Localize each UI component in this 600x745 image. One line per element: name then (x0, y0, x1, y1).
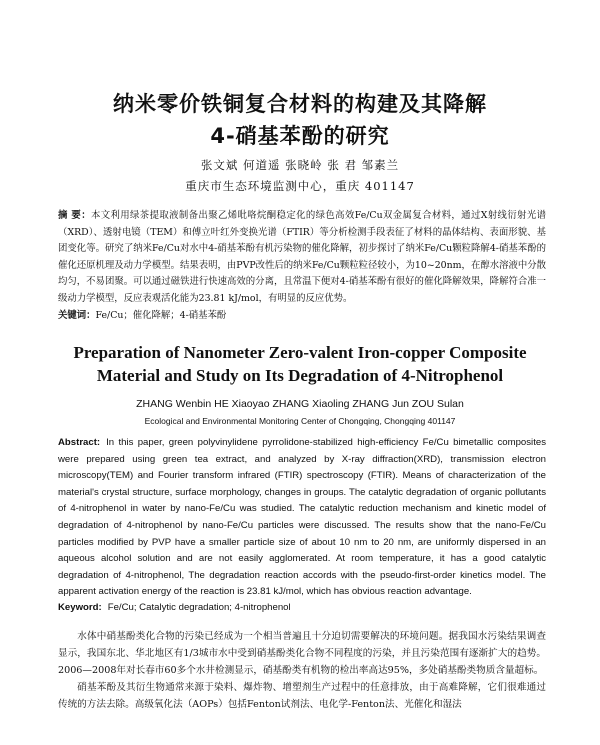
chinese-keywords (58, 308, 546, 325)
english-abstract (58, 435, 546, 601)
body-paragraph-2: 硝基苯酚及其衍生物通常来源于染料、爆炸物、增塑剂生产过程中的任意排放，由于高难降解，它们很难通过传统的方法去除。高级氧化法（AOPs）包括Fenton试剂法、电化学-Fenton法、光催化和湿法 (58, 682, 546, 710)
english-keywords-label: Keyword: (58, 602, 102, 613)
body-text (58, 628, 546, 713)
chinese-keywords-label: 关键词： (58, 310, 96, 321)
english-keywords-text: Fe/Cu; Catalytic degradation; 4-nitrophenol (107, 602, 291, 613)
english-keywords (58, 600, 546, 617)
chinese-authors: 张文斌 何道遥 张晓岭 张 君 邹素兰 (200, 158, 400, 172)
chinese-abstract-text: 本文利用绿茶提取液制备出聚乙烯吡咯烷酮稳定化的绿色高效Fe/Cu双金属复合材料，通过X射线衍射光谱（XRD）、透射电镜（TEM）和傅立叶红外变换光谱（FTIR）等分析检测手段表征了材料的晶体结构、表面形貌、基团变化等。研究了纳米Fe/Cu对水中4-硝基苯酚有机污染物的催化降解，初步探讨了纳米Fe/Cu颗粒降解4-硝基苯酚的催化还原机理及动力学模型。结果表明，由PVP改性后的纳米Fe/Cu颗粒粒径较小，为10~20nm，在醇水溶液中分散均匀，不易团聚。可以通过磁铁进行快速高效的分离，且常温下便对4-硝基苯酚有很好的催化降解效果，降解符合准一级动力学模型，反应表观活化能为23.81 kJ/mol，有明显的反应优势。 (58, 210, 546, 304)
chinese-keywords-text: Fe/Cu；催化降解；4-硝基苯酚 (95, 310, 227, 321)
english-title-line-2: Material and Study on Its Degradation of 4-Nitrophenol (96, 366, 504, 385)
chinese-abstract-label: 摘 要： (58, 210, 91, 221)
chinese-affiliation: 重庆市生态环境监测中心，重庆 401147 (185, 179, 415, 193)
chinese-title-line-1: 纳米零价铁铜复合材料的构建及其降解 (113, 92, 487, 116)
chinese-abstract (58, 208, 546, 307)
english-affiliation: Ecological and Environmental Monitoring Center of Chongqing, Chongqing 401147 (144, 416, 456, 426)
english-abstract-label: Abstract: (58, 437, 101, 448)
english-abstract-text: In this paper, green polyvinylidene pyrrolidone-stabilized high-efficiency Fe/Cu bimetallic composites were prepared using green tea extract, and analyzed by X-ray diffraction(XRD), transmission electron microscopy(TEM) and Fourier transform infrared (FTIR) spectroscopy (FTIR). Means of characterization of the material's crystal structure, surface morphology, changes in groups. The catalytic degradation of organic pollutants of 4-nitrophenol in water by nano-Fe/Cu was studied. The catalytic reduction mechanism and kinetic model of degradation of 4-nitrophenol by nano-Fe/Cu particles were discussed. The results show that the nano-Fe/Cu particles modified by PVP have a smaller particle size of about 10 nm to 20 nm, are uniformly dispersed in an aqueous alcohol solution and are not easily agglomerated. At room temperature, it has a good catalytic degradation of 4-nitrophenol, The degradation reaction accords with the pseudo-first-order kinetics model. The apparent activation energy of the reaction is 23.81 kJ/mol, which has obvious reaction advantage. (58, 437, 546, 598)
chinese-title-line-2: 4-硝基苯酚的研究 (210, 124, 390, 148)
english-authors: ZHANG Wenbin HE Xiaoyao ZHANG Xiaoling ZHANG Jun ZOU Sulan (136, 398, 464, 410)
english-title-line-1: Preparation of Nanometer Zero-valent Iron-copper Composite (73, 343, 527, 362)
body-paragraph-1: 水体中硝基酚类化合物的污染已经成为一个相当普遍且十分迫切需要解决的环境问题。据我国水污染结果调查显示，我国东北、华北地区有1/3城市水中受到硝基酚类化合物不同程度的污染，并且污染范围有逐渐扩大的趋势。2006—2008年对长春市60多个水井检测显示，硝基酚类有机物的检出率高达95%，多处硝基酚类物质含量超标。 (58, 631, 546, 676)
